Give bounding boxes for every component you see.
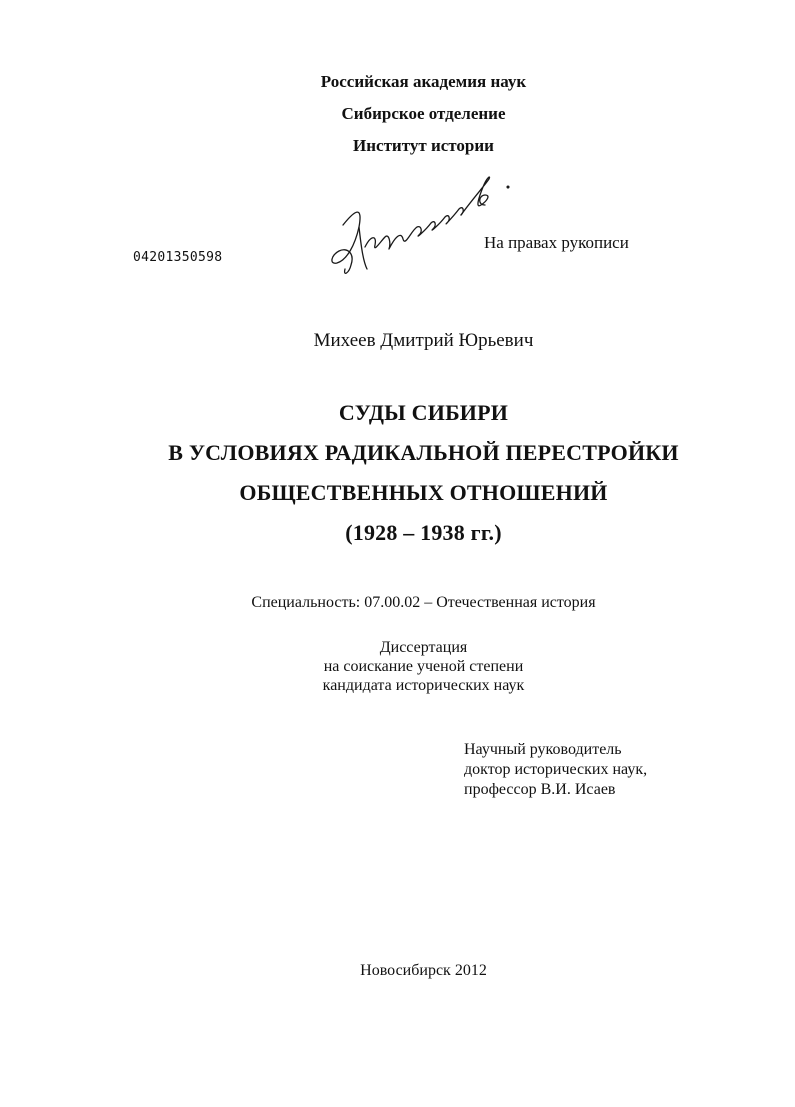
thesis-title-line-3: ОБЩЕСТВЕННЫХ ОТНОШЕНИЙ — [239, 480, 608, 505]
manuscript-rights-note: На правах рукописи — [484, 233, 629, 252]
handwritten-signature-icon — [325, 165, 525, 285]
degree-name: кандидата исторических наук — [322, 677, 525, 694]
specialty-line: Специальность: 07.00.02 – Отечественная история — [251, 594, 596, 611]
author-name: Михеев Дмитрий Юрьевич — [313, 330, 534, 351]
thesis-title-line-2: В УСЛОВИЯХ РАДИКАЛЬНОЙ ПЕРЕСТРОЙКИ — [168, 440, 679, 465]
supervisor-degree: доктор исторических наук, — [464, 761, 648, 778]
thesis-title-years: (1928 – 1938 гг.) — [345, 520, 502, 545]
thesis-title-line-1: СУДЫ СИБИРИ — [338, 400, 509, 425]
supervisor-label: Научный руководитель — [464, 741, 622, 758]
degree-purpose: на соискание ученой степени — [323, 658, 524, 675]
supervisor-name: профессор В.И. Исаев — [464, 781, 616, 798]
branch-name: Сибирское отделение — [341, 104, 506, 123]
catalog-code: 04201350598 — [133, 250, 223, 265]
institute-name: Институт истории — [353, 136, 494, 155]
city-year: Новосибирск 2012 — [360, 962, 487, 979]
dissertation-label: Диссертация — [379, 639, 468, 656]
academy-name: Российская академия наук — [320, 72, 527, 91]
